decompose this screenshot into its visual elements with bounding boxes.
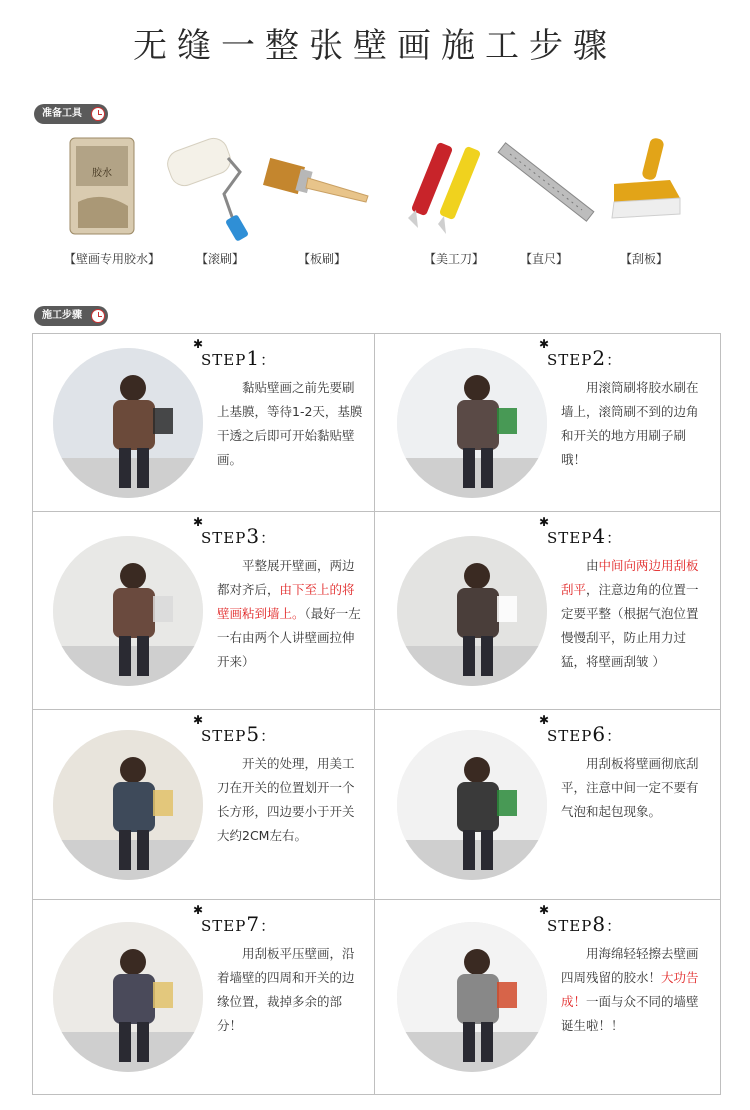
- step-photo: [397, 536, 547, 686]
- step-number: 3: [246, 524, 261, 548]
- page-title: 无缝一整张壁画施工步骤: [133, 26, 617, 66]
- steps-grid: [32, 333, 721, 1095]
- tool-label: 【直尺】: [519, 252, 568, 266]
- step-card: [33, 900, 375, 1094]
- step-card: [33, 710, 375, 900]
- step-description: [561, 376, 707, 472]
- step-colon: ：: [606, 727, 623, 745]
- step-description: [217, 376, 363, 472]
- step-number: 2: [592, 346, 607, 370]
- step-text-segment: 开关的处理，用美工刀在开关的位置划开一个长方形，四边要小于开关大约2CM左右。: [217, 756, 355, 843]
- step-title: [539, 515, 623, 548]
- section-tag-steps: [34, 306, 108, 326]
- step-title: [539, 903, 623, 936]
- step-description: [561, 554, 707, 674]
- step-photo: [53, 730, 203, 880]
- section-tag-tools: [34, 104, 108, 124]
- step-title: [539, 713, 623, 746]
- glue-bag-icon: [52, 132, 172, 242]
- step-prefix: STEP: [547, 351, 593, 369]
- step-title: [193, 515, 277, 548]
- step-prefix: STEP: [201, 529, 247, 547]
- step-colon: ：: [260, 351, 277, 369]
- step-text-segment: 黏贴壁画之前先要刷上基膜，等待1-2天，基膜干透之后即可开始黏贴壁画。: [217, 380, 363, 467]
- step-number: 4: [592, 524, 607, 548]
- step-colon: ：: [260, 727, 277, 745]
- step-colon: ：: [606, 529, 623, 547]
- step-text-segment: 平整展开壁画，两边都对齐后，: [217, 558, 355, 597]
- section-tag-label: 准备工具: [42, 108, 82, 119]
- step-text-highlight: 中间向两边用刮板刮平: [561, 558, 699, 597]
- step-colon: ：: [606, 917, 623, 935]
- tool-label: 【刮板】: [619, 252, 668, 266]
- star-icon: ✱: [539, 713, 551, 727]
- tool-label: 【滚刷】: [195, 252, 244, 266]
- step-description: [561, 942, 707, 1038]
- step-photo: [53, 536, 203, 686]
- star-icon: ✱: [193, 903, 205, 917]
- scraper-icon: [584, 132, 704, 242]
- step-card: [375, 512, 720, 710]
- step-text-highlight: 由下至上的将壁画粘到墙上。: [217, 582, 355, 621]
- step-title: [193, 713, 277, 746]
- step-prefix: STEP: [201, 917, 247, 935]
- step-card: [33, 334, 375, 512]
- step-title: [193, 903, 277, 936]
- tool-label: 【壁画专用胶水】: [63, 252, 160, 266]
- step-prefix: STEP: [547, 529, 593, 547]
- step-text-segment: 用海绵轻轻擦去壁画四周残留的胶水！: [561, 946, 699, 985]
- tool-scraper: [584, 132, 704, 272]
- step-text-segment: 一面与众不同的墙壁诞生啦！！: [561, 994, 699, 1033]
- step-number: 6: [592, 722, 607, 746]
- step-text-segment: （最好一左一右由两个人讲壁画拉伸开来）: [217, 606, 361, 669]
- tools-row: [0, 132, 750, 272]
- step-text-highlight: 大功告成！: [561, 970, 699, 1009]
- step-text-segment: 用刮板将壁画彻底刮平，注意中间一定不要有气泡和起包现象。: [561, 756, 699, 819]
- step-card: [375, 900, 720, 1094]
- step-description: [561, 752, 707, 824]
- step-colon: ：: [260, 917, 277, 935]
- step-title: [193, 337, 277, 370]
- step-prefix: STEP: [547, 727, 593, 745]
- step-prefix: STEP: [201, 351, 247, 369]
- tool-brush: [262, 132, 382, 272]
- star-icon: ✱: [193, 337, 205, 351]
- glue-package-text: 胶水: [92, 168, 112, 179]
- step-photo: [397, 348, 547, 498]
- step-text-segment: 用刮板平压壁画，沿着墙壁的四周和开关的边缘位置，裁掉多余的部分！: [217, 946, 355, 1033]
- star-icon: ✱: [193, 713, 205, 727]
- tool-label: 【板刷】: [297, 252, 346, 266]
- step-description: [217, 942, 363, 1038]
- star-icon: ✱: [539, 515, 551, 529]
- step-title: [539, 337, 623, 370]
- step-card: [375, 710, 720, 900]
- star-icon: ✱: [193, 515, 205, 529]
- step-photo: [53, 922, 203, 1072]
- step-card: [33, 512, 375, 710]
- step-number: 8: [592, 912, 607, 936]
- step-text-segment: 用滚筒刷将胶水刷在墙上，滚筒刷不到的边角和开关的地方用刷子刷哦！: [561, 380, 699, 467]
- step-text-segment: 由: [586, 558, 599, 573]
- step-photo: [397, 922, 547, 1072]
- step-description: [217, 554, 363, 674]
- step-photo: [397, 730, 547, 880]
- step-prefix: STEP: [201, 727, 247, 745]
- tool-label: 【美工刀】: [423, 252, 484, 266]
- step-colon: ：: [606, 351, 623, 369]
- section-tag-label: 施工步骤: [42, 310, 82, 321]
- star-icon: ✱: [539, 337, 551, 351]
- step-number: 7: [246, 912, 261, 936]
- step-number: 1: [246, 346, 261, 370]
- clock-icon: [91, 107, 105, 121]
- paint-brush-icon: [262, 132, 382, 242]
- step-photo: [53, 348, 203, 498]
- step-prefix: STEP: [547, 917, 593, 935]
- star-icon: ✱: [539, 903, 551, 917]
- step-text-segment: ，注意边角的位置一定要平整（根据气泡位置慢慢刮平，防止用力过猛，将壁画刮皱 ）: [561, 582, 699, 669]
- step-number: 5: [246, 722, 261, 746]
- step-colon: ：: [260, 529, 277, 547]
- step-card: [375, 334, 720, 512]
- step-description: [217, 752, 363, 848]
- clock-icon: [91, 309, 105, 323]
